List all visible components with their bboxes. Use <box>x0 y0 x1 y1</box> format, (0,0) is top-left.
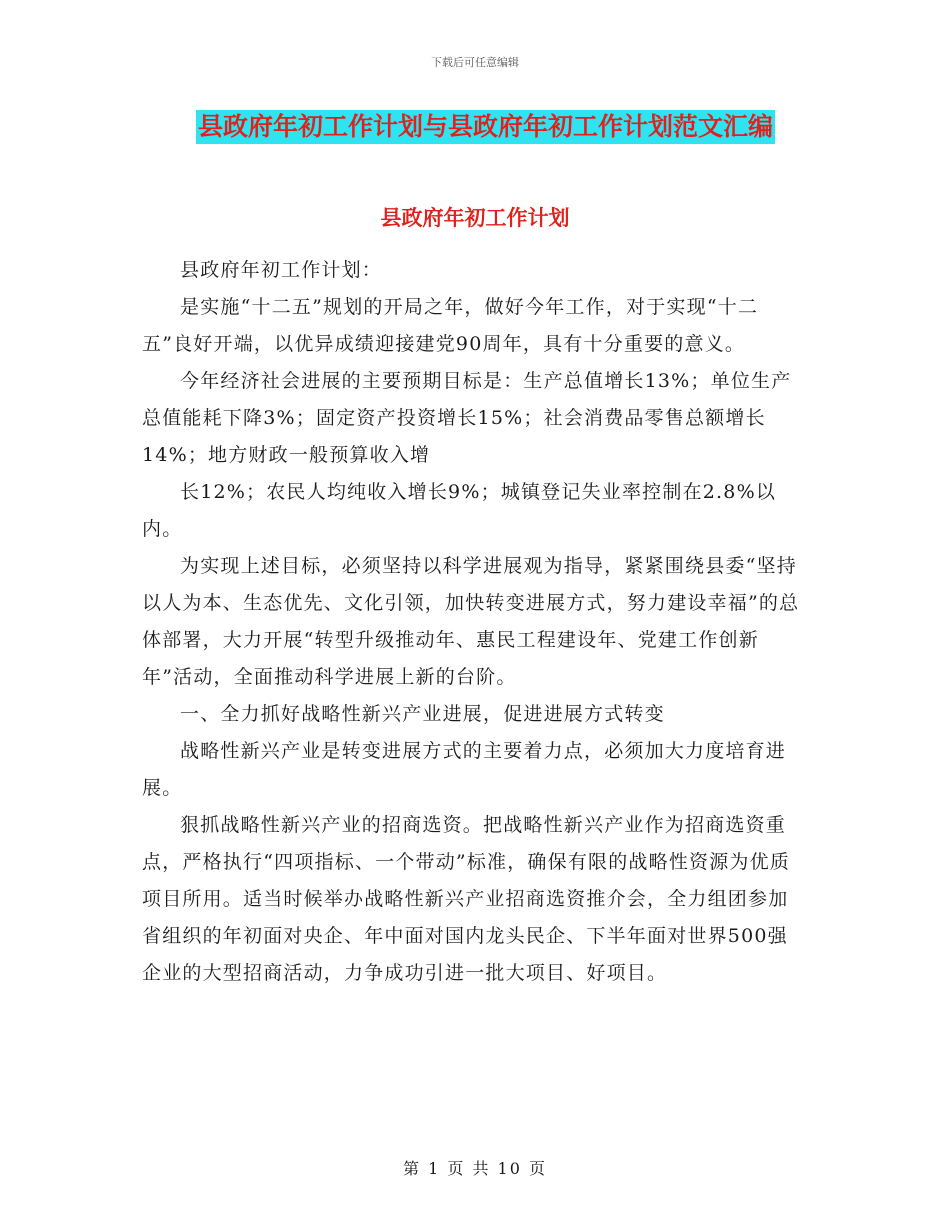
paragraph: 狠抓战略性新兴产业的招商选资。把战略性新兴产业作为招商选资重点，严格执行“四项指标、一个带动”标准，确保有限的战略性资源为优质项目所用。适当时候举办战略性新兴产业招商选资推介会，全力组团参加省组织的年初面对央企、年中面对国内龙头民企、下半年面对世界500强企业的大型招商活动，力争成功引进一批大项目、好项目。 <box>142 814 791 984</box>
paragraph: 是实施“十二五”规划的开局之年，做好今年工作，对于实现“十二五”良好开端，以优异成绩迎接建党90周年，具有十分重要的意义。 <box>142 296 759 355</box>
paragraph: 为实现上述目标，必须坚持以科学进展观为指导，紧紧围绕县委“坚持以人为本、生态优先、文化引领，加快转变进展方式，努力建设幸福”的总体部署，大力开展“转型升级推动年、惠民工程建设年、党建工作创新年”活动，全面推动科学进展上新的台阶。 <box>142 555 800 688</box>
paragraph: 今年经济社会进展的主要预期目标是：生产总值增长13%；单位生产总值能耗下降3%；固定资产投资增长15%；社会消费品零售总额增长14%；地方财政一般预算收入增 <box>142 370 792 466</box>
page-header-note: 下载后可任意编辑 <box>431 56 519 69</box>
page-footer: 第 1 页 共 10 页 <box>403 1159 547 1178</box>
document-title: 县政府年初工作计划与县政府年初工作计划范文汇编 <box>196 110 775 144</box>
paragraph: 战略性新兴产业是转变进展方式的主要着力点，必须加大力度培育进展。 <box>142 740 787 799</box>
heading-paragraph: 一、全力抓好战略性新兴产业进展，促进进展方式转变 <box>180 703 665 725</box>
section-title: 县政府年初工作计划 <box>380 205 570 230</box>
paragraph: 长12%；农民人均纯收入增长9%；城镇登记失业率控制在2.8%以内。 <box>142 481 777 540</box>
paragraph: 县政府年初工作计划： <box>180 259 383 281</box>
document-body <box>142 252 808 992</box>
